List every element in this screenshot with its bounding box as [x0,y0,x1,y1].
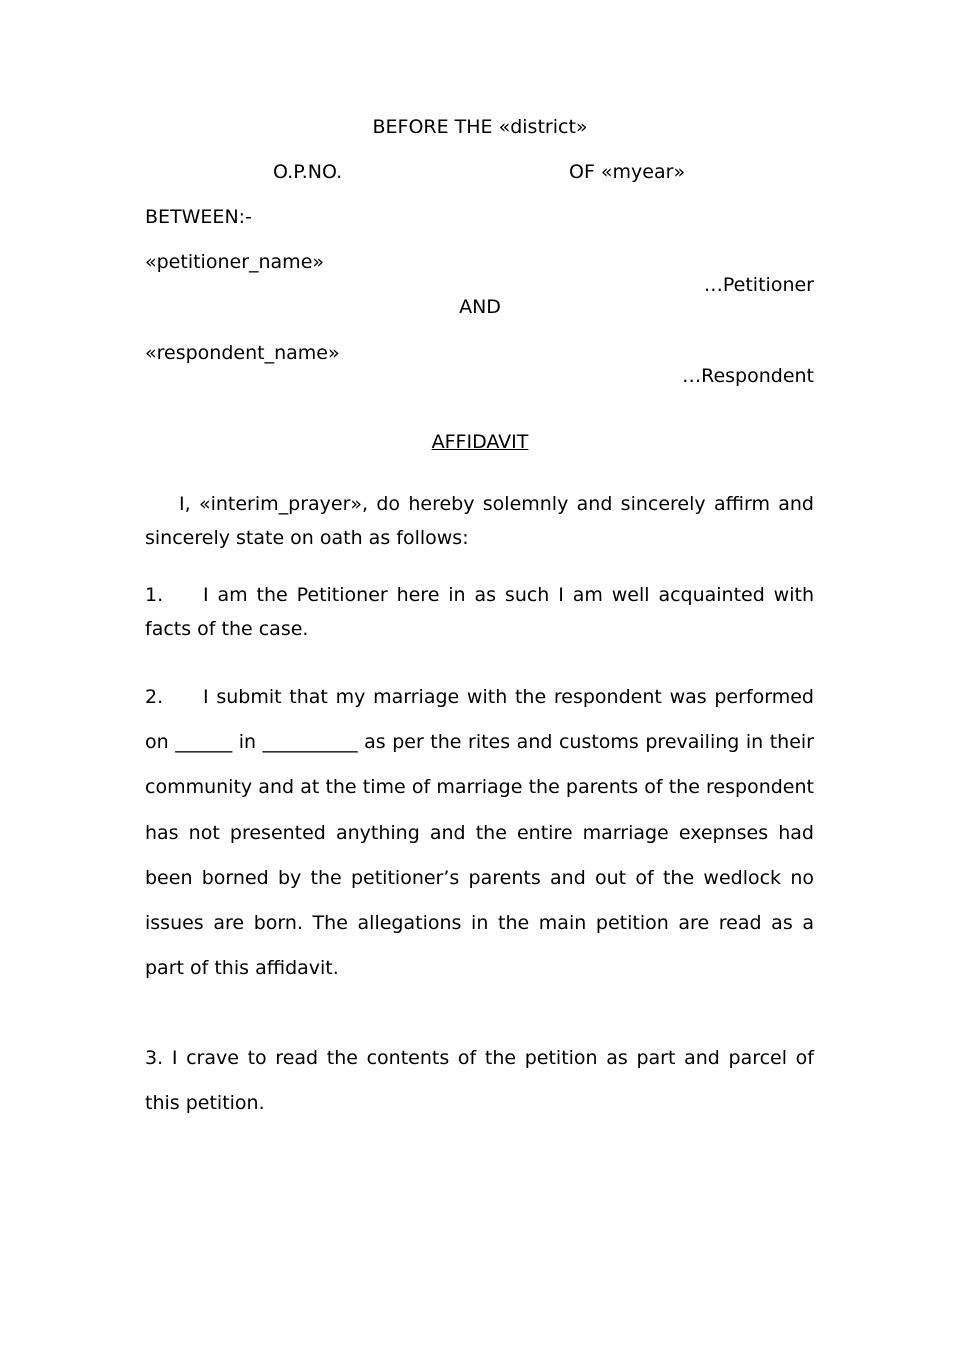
document-title [145,431,815,453]
respondent-role: …Respondent [682,365,814,387]
op-number-label: O.P.NO. [273,161,343,183]
petitioner-role: …Petitioner [703,274,814,296]
intro-paragraph: I, «interim_prayer», do hereby solemnly and sincerely affirm and sincerely state on oath as follows: [145,493,814,549]
paragraph-2 [145,675,814,991]
paragraph-3 [145,1036,814,1126]
respondent-name: «respondent_name» [145,342,340,364]
paragraph-number: 1. [145,584,164,606]
op-year-label: OF «myear» [569,161,686,183]
paragraph-text: I am the Petitioner here in as such I am well acquainted with facts of the case. [145,584,814,640]
between-label: BETWEEN:- [145,206,252,228]
paragraph-number: 2. [145,686,164,708]
petitioner-name: «petitioner_name» [145,251,325,273]
and-label: AND [459,296,501,318]
paragraph-number: 3. [145,1047,164,1069]
affidavit-title: AFFIDAVIT [431,431,529,453]
court-heading: BEFORE THE «district» [372,116,588,138]
paragraph-text: I submit that my marriage with the respondent was performed on ______ in __________ as per the rites and customs prevailing in their community and at the time of marriage the parents of the respondent has not presented anything and the entire marriage exepnses had been borned by the petitioner’s parents and out of the wedlock no issues are born. The allegations in the main petition are read as a part of this affidavit. [145,686,814,980]
paragraph-text: I crave to read the contents of the petition as part and parcel of this petition. [145,1047,814,1115]
paragraph-1 [145,578,814,646]
